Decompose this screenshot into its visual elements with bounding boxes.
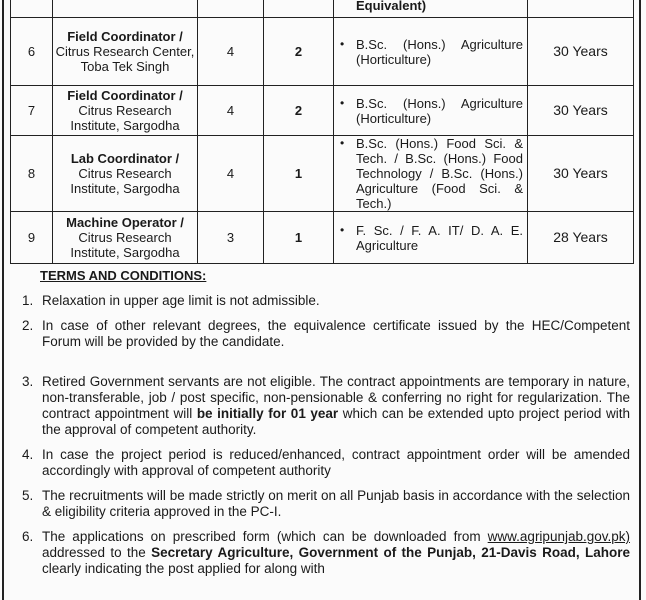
post-title: Lab Coordinator / [70,151,180,166]
bps-cell: 4 [198,86,264,136]
qualification-cell [334,0,528,18]
sn-cell: 7 [11,86,53,136]
term-number: 2. [22,318,34,333]
posts-cell: 1 [264,136,334,212]
term-text [42,374,630,438]
sn-cell: 8 [11,136,53,212]
term-item [22,293,630,309]
post-title: Field Coordinator / [67,29,183,44]
term-text: Relaxation in upper age limit is not admissible. [42,293,320,308]
post-cell [53,18,198,86]
table-row [11,212,634,264]
term-text-part: The applications on prescribed form (which can be downloaded from [42,529,488,544]
term-item [22,374,630,438]
bps-cell [198,0,264,18]
table-row [11,136,634,212]
post-location: Citrus Research Institute, Sargodha [70,230,180,260]
term-number: 3. [22,374,34,389]
age-cell: 30 Years [528,136,634,212]
term-text-part: clearly indicating the post applied for along with [42,561,325,576]
term-text-part: addressed to the [42,545,152,560]
qualification-text: Equivalent) [356,0,427,13]
bps-cell: 3 [198,212,264,264]
post-cell [53,212,198,264]
term-text-part: which can be extended upto project period with the approval of competent authority. [42,406,630,437]
table-row [11,86,634,136]
jobs-table [10,0,634,264]
qualification-cell [334,18,528,86]
posts-cell [264,0,334,18]
qualification-text: F. Sc. / F. A. IT/ D. A. E. Agriculture [356,222,523,253]
term-text-part: Retired Government servants are not eligible. The contract appointments are temporary in nature, non-transferable, job / post specific, non-pensionable & conferring no right for regularization. The contract appointment will [42,374,630,421]
qualification-text: B.Sc. (Hons.) Agriculture (Horticulture) [356,36,523,67]
qualification-cell [334,136,528,212]
page-frame-right-border [639,0,641,600]
qualification-text: B.Sc. (Hons.) Food Sci. & Tech. / B.Sc. (Hons.) Food Technology / B.Sc. (Hons.) Agriculture (Food Sci. & Tech.) [356,136,523,211]
age-cell: 30 Years [528,86,634,136]
qualification-text: B.Sc. (Hons.) Agriculture (Horticulture) [356,95,523,126]
term-text: In case of other relevant degrees, the equivalence certificate issued by the HEC/Competent Forum will be provided by the candidate. [42,318,630,349]
post-location: Citrus Research Center, Toba Tek Singh [55,44,195,74]
term-number: 6. [22,529,34,544]
page-frame-left-border [2,0,4,600]
qualification-cell [334,86,528,136]
age-cell: 28 Years [528,212,634,264]
bps-cell: 4 [198,136,264,212]
post-title: Field Coordinator / [67,88,183,103]
term-text: In case the project period is reduced/enhanced, contract appointment order will be amended accordingly with approval of competent authority [42,447,630,478]
age-cell [528,0,634,18]
terms-heading: TERMS AND CONDITIONS: [40,268,207,283]
term-text-bold: be initially for 01 year [196,406,339,421]
terms-section [22,268,630,586]
bps-cell: 4 [198,18,264,86]
posts-cell: 2 [264,18,334,86]
bullet-icon: • [340,36,345,51]
term-number: 5. [22,488,34,503]
table-row-partial [11,0,634,18]
post-location: Citrus Research Institute, Sargodha [70,166,180,196]
sn-cell [11,0,53,18]
website-link[interactable]: www.agripunjab.gov.pk) [487,529,630,544]
term-number: 4. [22,447,34,462]
post-cell [53,0,198,18]
qualification-cell [334,212,528,264]
term-item [22,447,630,479]
table-row [11,18,634,86]
bullet-icon: • [340,136,345,150]
term-item [22,529,630,577]
term-item [22,488,630,520]
sn-cell: 6 [11,18,53,86]
term-number: 1. [22,293,34,308]
term-text [42,529,630,577]
term-text: The recruitments will be made strictly on merit on all Punjab basis in accordance with the selection & eligibility criteria approved in the PC-I. [42,488,630,519]
term-item [22,318,630,350]
post-title: Machine Operator / [66,215,184,230]
post-cell [53,136,198,212]
posts-cell: 1 [264,212,334,264]
bullet-icon: • [340,95,345,110]
post-location: Citrus Research Institute, Sargodha [70,103,180,133]
post-cell [53,86,198,136]
posts-cell: 2 [264,86,334,136]
bullet-icon: • [340,222,345,237]
term-text-bold: Secretary Agriculture, Government of the Punjab, 21-Davis Road, Lahore [151,545,630,560]
sn-cell: 9 [11,212,53,264]
age-cell: 30 Years [528,18,634,86]
